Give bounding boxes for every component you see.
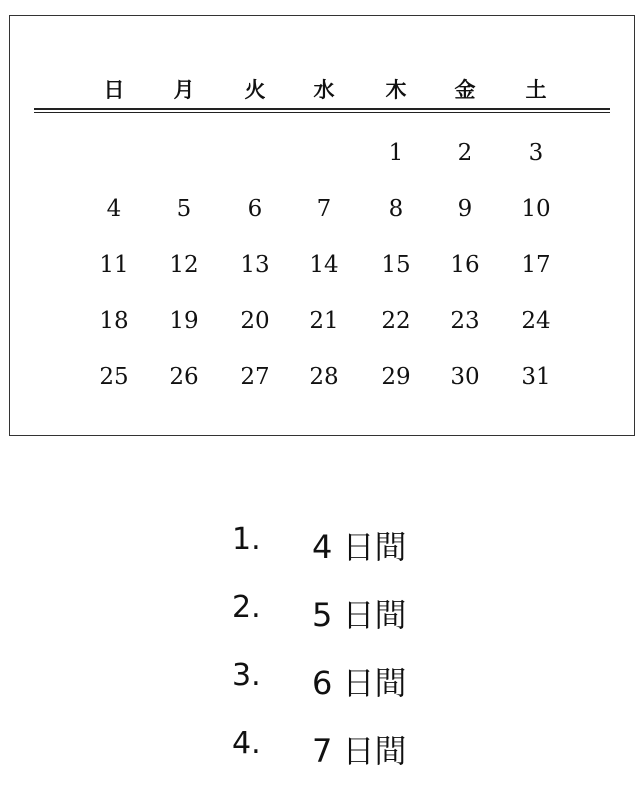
day-cell: 12: [169, 252, 199, 278]
day-cell: 19: [169, 308, 199, 334]
day-cell: 3: [528, 140, 544, 166]
weekday-mon: 月: [173, 78, 195, 102]
calendar: [9, 15, 635, 436]
option-text: 6 日間: [312, 664, 407, 702]
header-rule-thin: [34, 112, 610, 113]
weekday-sun: 日: [103, 78, 125, 102]
day-cell: 16: [450, 252, 480, 278]
day-cell: 26: [169, 364, 199, 390]
day-cell: 25: [99, 364, 129, 390]
day-cell: 7: [316, 196, 332, 222]
day-cell: 17: [521, 252, 551, 278]
header-rule-thick: [34, 108, 610, 110]
weekday-thu: 木: [385, 78, 407, 102]
weekday-fri: 金: [454, 78, 476, 102]
option-1: [0, 522, 640, 582]
day-cell: 29: [381, 364, 411, 390]
option-text: 5 日間: [312, 596, 407, 634]
day-cell: 1: [388, 140, 404, 166]
day-cell: 30: [450, 364, 480, 390]
day-cell: 15: [381, 252, 411, 278]
day-cell: 27: [240, 364, 270, 390]
day-cell: 6: [247, 196, 263, 222]
day-cell: 14: [309, 252, 339, 278]
day-cell: 23: [450, 308, 480, 334]
day-cell: 21: [309, 308, 339, 334]
option-number: 3.: [232, 658, 261, 693]
day-cell: 8: [388, 196, 404, 222]
day-cell: 20: [240, 308, 270, 334]
day-cell: 24: [521, 308, 551, 334]
day-cell: 22: [381, 308, 411, 334]
option-text: 4 日間: [312, 528, 407, 566]
day-cell: 11: [99, 252, 129, 278]
day-cell: 28: [309, 364, 339, 390]
option-text: 7 日間: [312, 732, 407, 770]
option-2: [0, 590, 640, 650]
option-number: 1.: [232, 522, 261, 557]
day-cell: 9: [457, 196, 473, 222]
option-number: 2.: [232, 590, 261, 625]
day-cell: 13: [240, 252, 270, 278]
weekday-wed: 水: [313, 78, 335, 102]
option-3: [0, 658, 640, 718]
day-cell: 18: [99, 308, 129, 334]
day-cell: 5: [176, 196, 192, 222]
day-cell: 2: [457, 140, 473, 166]
weekday-sat: 土: [525, 78, 547, 102]
day-cell: 31: [521, 364, 551, 390]
option-4: [0, 726, 640, 786]
weekday-tue: 火: [244, 78, 266, 102]
day-cell: 10: [521, 196, 551, 222]
option-number: 4.: [232, 726, 261, 761]
day-cell: 4: [106, 196, 122, 222]
